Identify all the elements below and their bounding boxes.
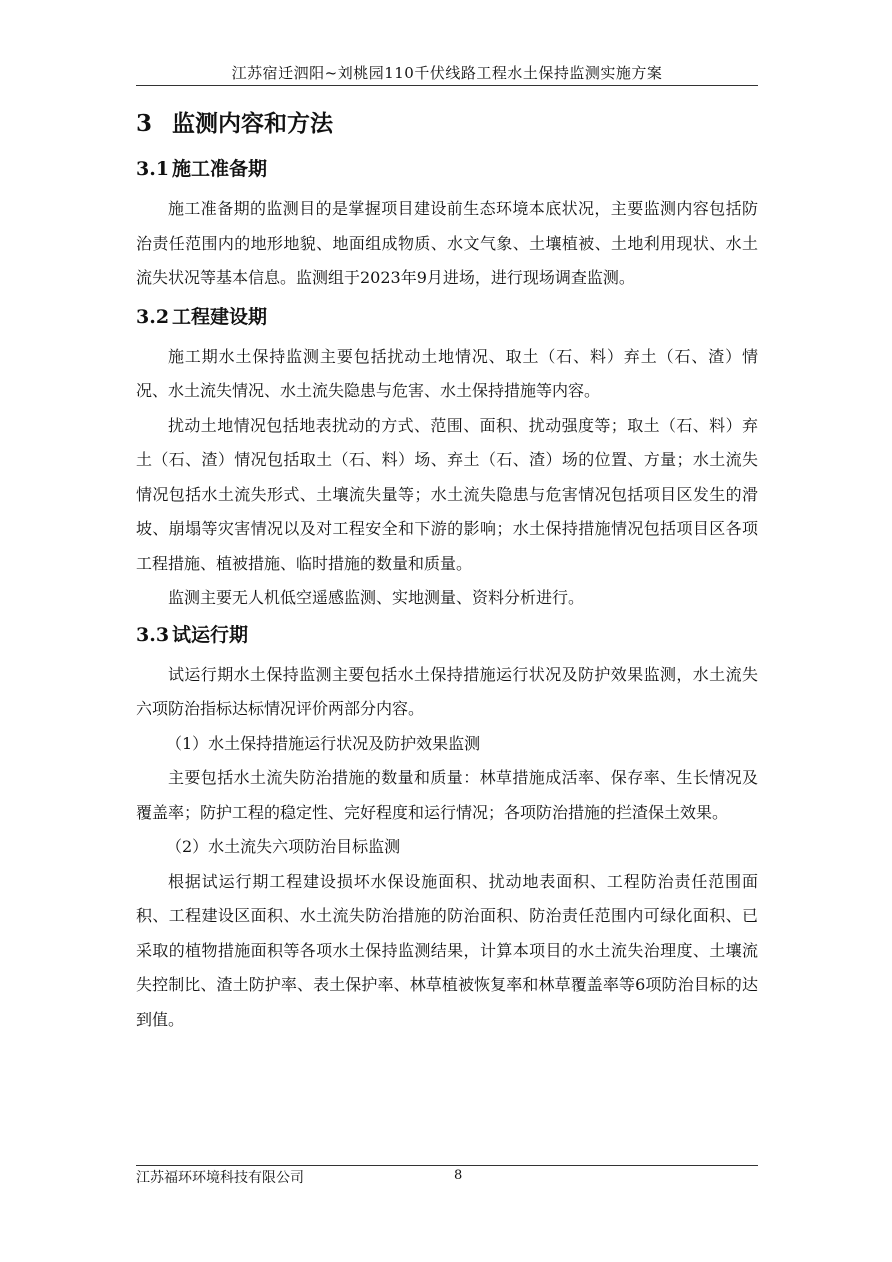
paragraph: 施工期水土保持监测主要包括扰动土地情况、取土（石、料）弃土（石、渣）情况、水土流失情况、水土流失隐患与危害、水土保持措施等内容。 <box>136 346 758 400</box>
list-item-heading: （1）水土保持措施运行状况及防护效果监测 <box>166 733 481 753</box>
paragraph: 根据试运行期工程建设损坏水保设施面积、扰动地表面积、工程防治责任范围面积、工程建设区面积、水土流失防治措施的防治面积、防治责任范围内可绿化面积、已采取的植物措施面积等各项水土保持监测结果，计算本项目的水土流失治理度、土壤流失控制比、渣土防护率、表土保护率、林草植被恢复率和林草覆盖率等6项防治目标的达到值。 <box>136 871 758 1029</box>
subsection-number: 3.2 <box>136 305 170 328</box>
section-title: 监测内容和方法 <box>172 110 333 137</box>
subsection-title: 施工准备期 <box>172 158 268 180</box>
subsection-heading-3-3 <box>136 618 758 652</box>
section-heading <box>136 106 758 142</box>
footer-divider <box>136 1165 758 1166</box>
subsection-heading-3-1 <box>136 152 758 186</box>
paragraph: 试运行期水土保持监测主要包括水土保持措施运行状况及防护效果监测，水土流失六项防治指标达标情况评价两部分内容。 <box>136 664 758 718</box>
paragraph: 监测主要无人机低空遥感监测、实地测量、资料分析进行。 <box>168 588 585 607</box>
list-item-heading: （2）水土流失六项防治目标监测 <box>166 837 401 856</box>
subsection-title: 工程建设期 <box>172 305 268 328</box>
paragraph: 主要包括水土流失防治措施的数量和质量：林草措施成活率、保存率、生长情况及覆盖率；防护工程的稳定性、完好程度和运行情况；各项防治措施的拦渣保土效果。 <box>136 768 758 822</box>
paragraph: 施工准备期的监测目的是掌握项目建设前生态环境本底状况，主要监测内容包括防治责任范围内的地形地貌、地面组成物质、水文气象、土壤植被、土地利用现状、水土流失状况等基本信息。监测组于2023年9月进场，进行现场调查监测。 <box>136 199 758 287</box>
subsection-title: 试运行期 <box>172 623 249 646</box>
section-number: 3 <box>136 110 153 137</box>
footer-company: 江苏福环环境科技有限公司 <box>136 1170 304 1186</box>
page-body <box>136 106 758 1037</box>
page-number: 8 <box>454 1168 463 1183</box>
paragraph: 扰动土地情况包括地表扰动的方式、范围、面积、扰动强度等；取土（石、料）弃土（石、渣）情况包括取土（石、料）场、弃土（石、渣）场的位置、方量；水土流失情况包括水土流失形式、土壤流失量等；水土流失隐患与危害情况包括项目区发生的滑坡、崩塌等灾害情况以及对工程安全和下游的影响；水土保持措施情况包括项目区各项工程措施、植被措施、临时措施的数量和质量。 <box>136 415 758 573</box>
running-header: 江苏宿迁泗阳~刘桃园110千伏线路工程水土保持监测实施方案 <box>231 64 663 82</box>
subsection-number: 3.1 <box>136 158 170 180</box>
subsection-number: 3.3 <box>136 623 170 646</box>
subsection-heading-3-2 <box>136 300 758 334</box>
header-divider <box>136 85 758 86</box>
